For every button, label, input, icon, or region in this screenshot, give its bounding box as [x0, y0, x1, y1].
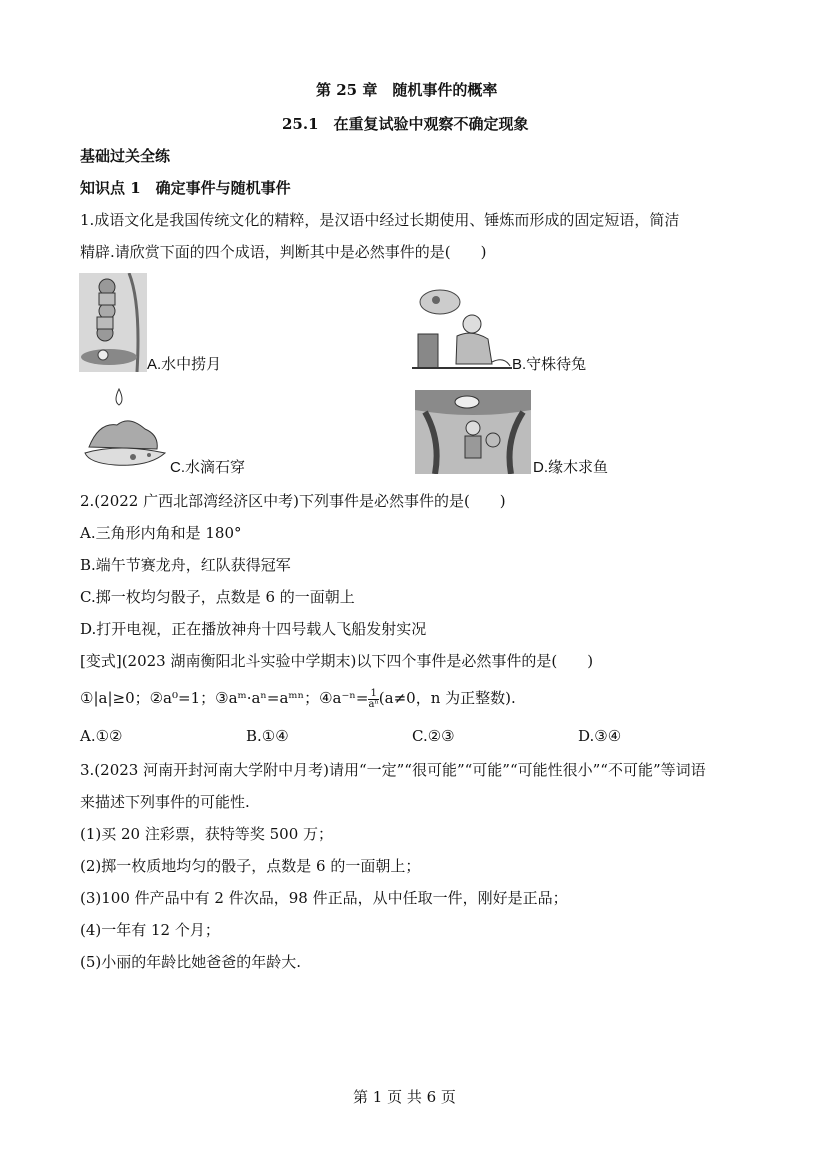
fraction-denominator: aⁿ: [368, 698, 379, 710]
part-title: 基础过关全练: [80, 147, 171, 165]
variant-items-prefix: ①|a|≥0；②a⁰=1；③aᵐ·aⁿ=aᵐⁿ；④a⁻ⁿ=: [80, 689, 369, 707]
q3-item-1: (1)买 20 注彩票，获特等奖 500 万；: [80, 825, 334, 843]
variant-items: [80, 686, 516, 710]
water-drop-on-stone-illustration: [79, 387, 169, 471]
q1-stem-line1: 1.成语文化是我国传统文化的精粹，是汉语中经过长期使用、锤炼而形成的固定短语，简洁: [80, 211, 680, 229]
q3-item-5: (5)小丽的年龄比她爸爸的年龄大.: [80, 953, 302, 971]
monkeys-fishing-moon-illustration: [79, 273, 147, 372]
variant-stem: [变式](2023 湖南衡阳北斗实验中学期末)以下四个事件是必然事件的是( ): [80, 652, 594, 670]
q2-option-a: A.三角形内角和是 180°: [80, 524, 242, 542]
variant-fraction: [368, 689, 378, 710]
q2-option-d: D.打开电视，正在播放神舟十四号载人飞船发射实况: [80, 620, 427, 638]
q3-item-2: (2)掷一枚质地均匀的骰子，点数是 6 的一面朝上；: [80, 857, 421, 875]
chapter-title: 第 25 章 随机事件的概率: [316, 81, 498, 99]
variant-option-a: A.①②: [80, 727, 123, 745]
q3-stem-line2: 来描述下列事件的可能性.: [80, 793, 250, 811]
q1-option-b: B.守株待兔: [512, 356, 587, 373]
q2-stem: 2.(2022 广西北部湾经济区中考)下列事件是必然事件的是( ): [80, 492, 506, 510]
variant-option-b: B.①④: [246, 727, 289, 745]
page-footer: 第 1 页 共 6 页: [353, 1088, 456, 1106]
farmer-waiting-by-stump-illustration: [412, 284, 512, 373]
climbing-tree-for-fish-illustration: [415, 390, 531, 474]
section-title: 25.1 在重复试验中观察不确定现象: [282, 115, 529, 133]
variant-option-d: D.③④: [578, 727, 622, 745]
q1-option-c: C.水滴石穿: [170, 459, 246, 476]
q3-item-4: (4)一年有 12 个月；: [80, 921, 220, 939]
q2-option-c: C.掷一枚均匀骰子，点数是 6 的一面朝上: [80, 588, 355, 606]
knowledge-point-title: 知识点 1 确定事件与随机事件: [80, 179, 291, 197]
q1-option-a: A.水中捞月: [147, 356, 222, 373]
fraction-numerator: 1: [370, 687, 377, 699]
q1-stem-line2: 精辟.请欣赏下面的四个成语，判断其中是必然事件的是( ): [80, 243, 487, 261]
q3-item-3: (3)100 件产品中有 2 件次品，98 件正品，从中任取一件，刚好是正品；: [80, 889, 568, 907]
q1-option-d: D.缘木求鱼: [533, 459, 609, 476]
q2-option-b: B.端午节赛龙舟，红队获得冠军: [80, 556, 291, 574]
variant-items-suffix: (a≠0，n 为正整数).: [378, 689, 516, 707]
q3-stem-line1: 3.(2023 河南开封河南大学附中月考)请用“一定”“很可能”“可能”“可能性很小”“不可能”等词语: [80, 761, 706, 779]
variant-option-c: C.②③: [412, 727, 455, 745]
